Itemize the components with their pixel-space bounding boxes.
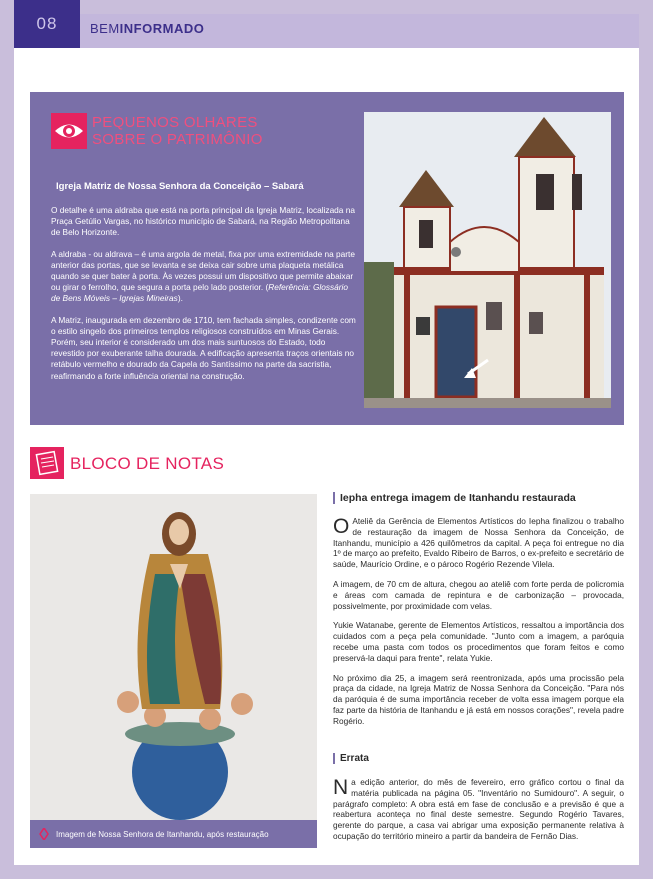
article-paragraph	[333, 516, 624, 570]
patrimonio-title-line1: PEQUENOS OLHARES	[92, 114, 258, 131]
article2-body	[333, 777, 624, 851]
patrimonio-p2-text: A aldraba - ou aldrava – é uma argola de metal, fixa por uma extremidade na parte anterior das portas, que se levanta e se deixa cair sobre uma plaqueta metálica quando se quer bater à porta. Às vezes possui um dispositivo que permite abaixar ou girar o ferrolho, que segura a porta pelo lado posterior. (	[51, 248, 355, 293]
patrimonio-paragraph	[51, 249, 356, 305]
patrimonio-reference: Referência: Glossário de Bens Móveis – Igrejas Mineiras	[51, 282, 349, 304]
patrimonio-subtitle: Igreja Matriz de Nossa Senhora da Conceição – Sabará	[56, 181, 304, 192]
article-paragraph: Yukie Watanabe, gerente de Elementos Artísticos, ressaltou a importância dos cuidados com a peça pela comunidade. "Junto com a imagem, a paróquia recebe uma pasta com todos os procedimentos que foram feitos e como preservá-la daqui para frente", relata Yukie.	[333, 620, 624, 663]
patrimonio-body	[51, 205, 356, 392]
bloco-title: BLOCO DE NOTAS	[70, 454, 225, 473]
statue-caption	[30, 820, 317, 848]
brand-light: BEM	[90, 21, 120, 36]
patrimonio-title	[92, 114, 263, 148]
page-number: 08	[14, 0, 80, 48]
article1-p1: Ateliê da Gerência de Elementos Artísticos do Iepha finalizou o trabalho de restauração da imagem de Nossa Senhora da Conceição, de Itanhandu, município a 426 quilômetros da capital. A peça foi entregue no dia 1º de março ao prefeito, Evaldo Ribeiro de Barros, o ex-prefeito e secretário de saúde, Maurício Ordine, e o pároco Rogério Rezende Vilela.	[333, 516, 624, 570]
article-paragraph	[333, 777, 624, 842]
church-photo	[364, 112, 611, 408]
statue-photo	[30, 494, 317, 820]
article2-headline: Errata	[333, 753, 369, 764]
brand-bold: INFORMADO	[119, 21, 205, 36]
notepad-icon	[30, 447, 64, 479]
dropcap: O	[333, 515, 350, 538]
brand-logo	[90, 21, 204, 36]
article1-body	[333, 516, 624, 736]
patrimonio-paragraph: A Matriz, inaugurada em dezembro de 1710, tem fachada simples, condizente com o estilo singelo dos primeiros templos religiosos construídos em Minas Gerais. Porém, seu interior é considerado um dos mais suntuosos do Estado, todo revestido por exuberante talha dourada. A edificação apresenta traços orientais no retábulo vermelho e dourado da Capela do Santíssimo na parte da sacristia, reafirmando a forte influência oriental na construção.	[51, 314, 356, 381]
caption-text: Imagem de Nossa Senhora de Itanhandu, após restauração	[56, 829, 269, 839]
article-paragraph: A imagem, de 70 cm de altura, chegou ao ateliê com forte perda de policromia e áreas com camada de repintura e de carbonização – provocada, possivelmente, por proximidade com velas.	[333, 578, 624, 611]
patrimonio-paragraph: O detalhe é uma aldraba que está na porta principal da Igreja Matriz, localizada na Praça Getúlio Vargas, no histórico município de Sabará, na Região Metropolitana de Belo Horizonte.	[51, 205, 355, 238]
patrimonio-title-line2: SOBRE O PATRIMÔNIO	[92, 131, 263, 148]
eye-icon	[51, 113, 87, 149]
patrimonio-panel	[30, 92, 624, 425]
article1-headline: Iepha entrega imagem de Itanhandu restaurada	[333, 492, 576, 504]
article2-p1: a edição anterior, do mês de fevereiro, erro gráfico cortou o final da matéria publicada na página 05. "Inventário no Sumidouro". A seguir, o parágrafo completo: A obra está em fase de conclusão e a previsão é que a reabertura aconteça no final deste semestre. Segundo Rogério Tavares, gerente do parque, a casa vai abrigar uma exposição permanente relativa à ocupação do território mineiro a partir da bandeira de Fernão Dias.	[333, 777, 624, 841]
dropcap: N	[333, 776, 349, 799]
article-paragraph: No próximo dia 25, a imagem será reentronizada, após uma procissão pela praça da cidade, na Igreja Matriz de Nossa Senhora da Conceição. "Para nós da paróquia é de suma importância receber de volta essa imagem porque ela faz parte da história de Itanhandu e já está em nossos corações", revela padre Rogério.	[333, 672, 624, 726]
ribbon-icon	[39, 828, 49, 840]
patrimonio-p2-end: ).	[177, 293, 183, 304]
